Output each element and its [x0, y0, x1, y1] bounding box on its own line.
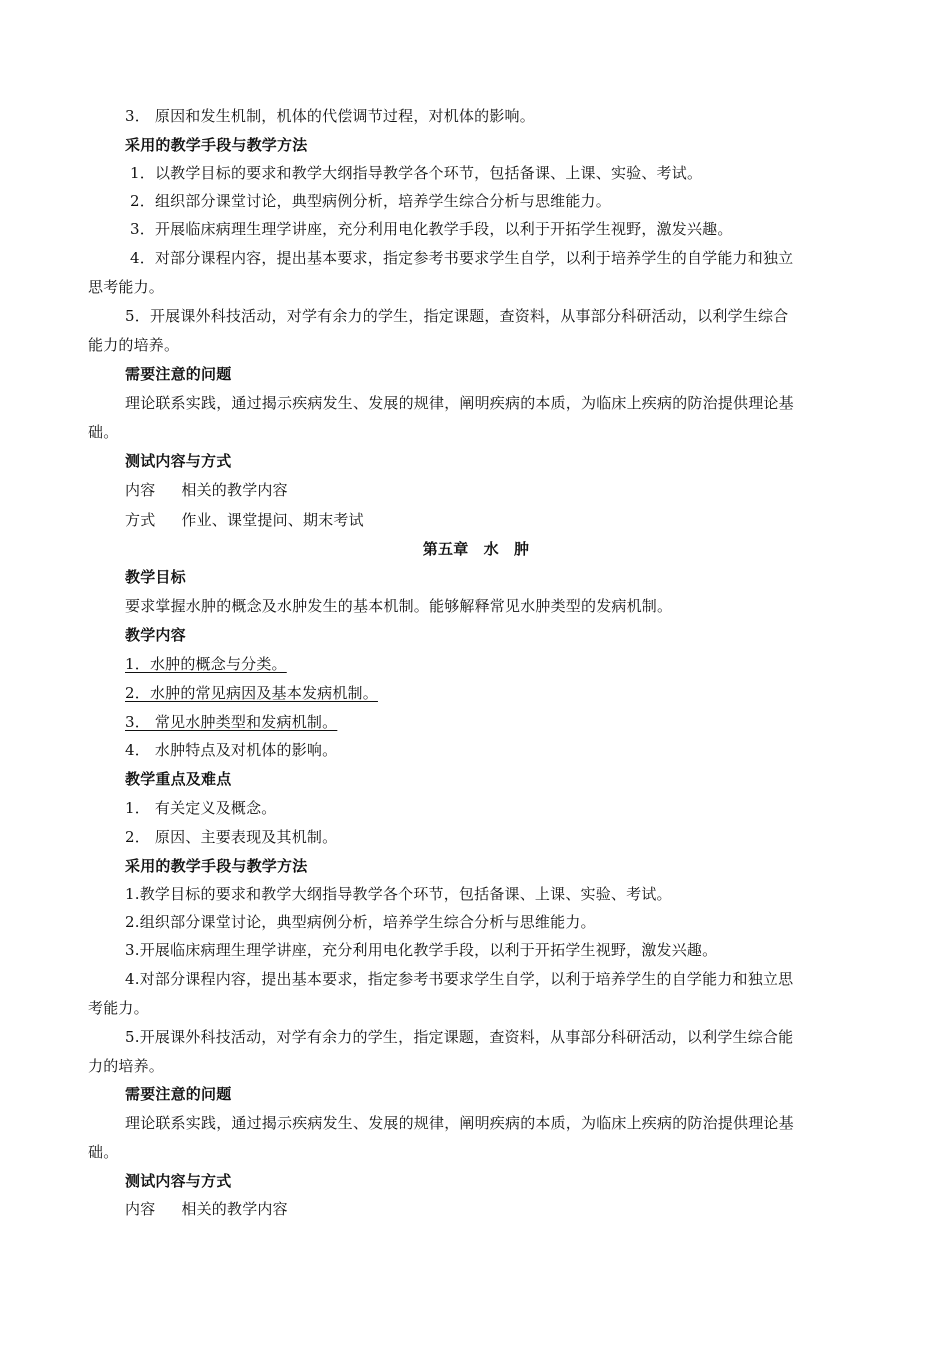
section-heading: 教学内容	[125, 626, 186, 644]
content-label: 内容	[125, 1200, 156, 1218]
paragraph: 理论联系实践，通过揭示疾病发生、发展的规律，阐明疾病的本质，为临床上疾病的防治提供理论基	[125, 394, 794, 412]
content-label: 内容	[125, 481, 156, 499]
list-item: 2．水肿的常见病因及基本发病机制。	[125, 684, 378, 702]
list-item: 3． 原因和发生机制，机体的代偿调节过程，对机体的影响。	[125, 107, 535, 125]
list-item: 2.组织部分课堂讨论，典型病例分析，培养学生综合分析与思维能力。	[125, 913, 596, 931]
paragraph-continuation: 础。	[88, 1143, 119, 1161]
list-item-continuation: 能力的培养。	[88, 336, 180, 354]
list-item: 5．开展课外科技活动，对学有余力的学生，指定课题，查资料，从事部分科研活动，以利学生综合	[125, 307, 789, 325]
section-heading: 测试内容与方式	[125, 452, 232, 470]
chapter-title: 第五章 水 肿	[422, 540, 530, 558]
paragraph: 理论联系实践，通过揭示疾病发生、发展的规律，阐明疾病的本质，为临床上疾病的防治提供理论基	[125, 1114, 794, 1132]
section-heading: 测试内容与方式	[125, 1172, 232, 1190]
list-item: 4.对部分课程内容，提出基本要求，指定参考书要求学生自学，以利于培养学生的自学能力和独立思	[125, 970, 794, 988]
paragraph: 要求掌握水肿的概念及水肿发生的基本机制。能够解释常见水肿类型的发病机制。	[125, 597, 673, 615]
list-item-continuation: 考能力。	[88, 999, 149, 1017]
content-value: 相关的教学内容	[181, 1200, 288, 1218]
section-heading: 需要注意的问题	[125, 1085, 232, 1103]
list-item: 4．对部分课程内容，提出基本要求，指定参考书要求学生自学，以利于培养学生的自学能力和独立	[130, 249, 794, 267]
section-heading: 教学重点及难点	[125, 770, 232, 788]
list-item-continuation: 思考能力。	[88, 278, 165, 296]
test-method-row	[125, 510, 364, 530]
list-item: 3． 常见水肿类型和发病机制。	[125, 713, 338, 731]
list-item: 2． 原因、主要表现及其机制。	[125, 828, 338, 846]
list-item: 1． 有关定义及概念。	[125, 799, 277, 817]
list-item: 1.教学目标的要求和教学大纲指导教学各个环节，包括备课、上课、实验、考试。	[125, 885, 672, 903]
list-item: 1．水肿的概念与分类。	[125, 655, 287, 673]
list-item: 3.开展临床病理生理学讲座，充分利用电化教学手段，以利于开拓学生视野，激发兴趣。	[125, 941, 718, 959]
section-heading: 采用的教学手段与教学方法	[125, 857, 308, 875]
test-content-row	[125, 1199, 288, 1219]
list-item: 2．组织部分课堂讨论，典型病例分析，培养学生综合分析与思维能力。	[130, 192, 611, 210]
method-value: 作业、课堂提问、期末考试	[181, 511, 364, 529]
section-heading: 采用的教学手段与教学方法	[125, 136, 308, 154]
section-heading: 教学目标	[125, 568, 186, 586]
list-item: 4． 水肿特点及对机体的影响。	[125, 741, 338, 759]
section-heading: 需要注意的问题	[125, 365, 232, 383]
content-value: 相关的教学内容	[181, 481, 288, 499]
list-item: 5.开展课外科技活动，对学有余力的学生，指定课题，查资料，从事部分科研活动，以利学生综合能	[125, 1028, 794, 1046]
list-item: 1．以教学目标的要求和教学大纲指导教学各个环节，包括备课、上课、实验、考试。	[130, 164, 703, 182]
method-label: 方式	[125, 511, 156, 529]
paragraph-continuation: 础。	[88, 423, 119, 441]
test-content-row	[125, 480, 288, 500]
list-item: 3．开展临床病理生理学讲座，充分利用电化教学手段，以利于开拓学生视野，激发兴趣。	[130, 220, 733, 238]
list-item-continuation: 力的培养。	[88, 1057, 165, 1075]
